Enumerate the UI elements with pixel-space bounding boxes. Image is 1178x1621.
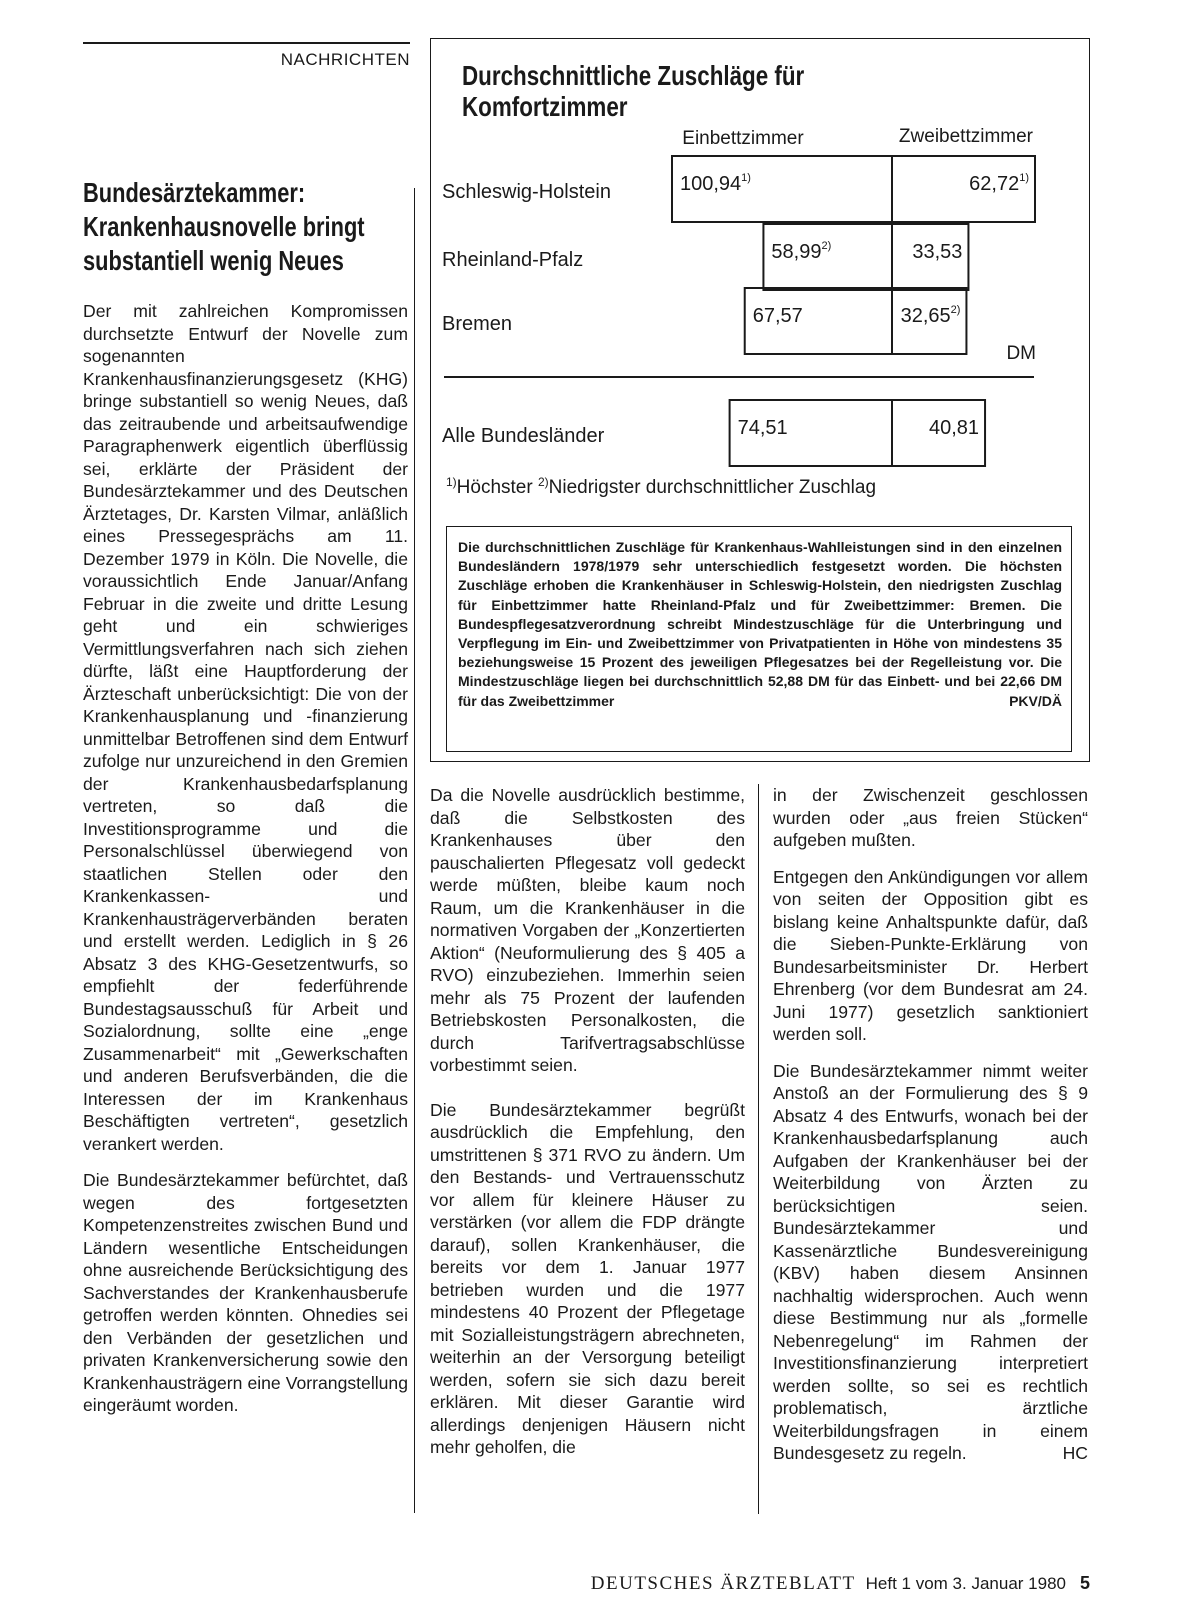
journal-name: DEUTSCHES ÄRZTEBLATT bbox=[590, 1573, 856, 1594]
legend-zweibettzimmer: Zweibettzimmer bbox=[898, 126, 1033, 147]
category-label-rheinland-pfalz: Rheinland-Pfalz bbox=[442, 249, 584, 271]
value-label-zweibett: 40,81 bbox=[928, 417, 980, 439]
page-number: 5 bbox=[1079, 1573, 1090, 1593]
legend-einbettzimmer: Einbettzimmer bbox=[682, 128, 804, 149]
chart-footnote: $^{1)}$Höchster $^{2)}$Niedrigster durchschnittlicher Zuschlag bbox=[446, 475, 877, 498]
value-label-einbett: 58,99$^{2)}$ bbox=[771, 240, 832, 263]
column-divider bbox=[758, 784, 759, 1514]
article-headline: Bundesärztekammer: Krankenhausnovelle bringt substantiell wenig Neues bbox=[83, 177, 365, 276]
right-column bbox=[773, 784, 1088, 1465]
chart-title: Durchschnittliche Zuschläge für Komfortzimmer bbox=[462, 60, 805, 122]
caption-body: Die durchschnittlichen Zuschläge für Krankenhaus-Wahlleistungen sind in den einzelnen Bundesländern 1978/1979 sehr unterschiedlich festgesetzt worden. Die höchsten Zuschläge erhoben die Krankenhäuser in Schleswig-Holstein, den niedrigsten Zuschlag für Einbettzimmer hatte Rheinland-Pfalz und für Zweibettzimmer: Bremen. Die Bundespflegesatzverordnung schreibt Mindestzuschläge für die Unterbringung und Verpflegung im Ein- und Zweibettzimmer von Privatpatienten in Höhe von mindestens 35 beziehungsweise 15 Prozent des jeweiligen Pflegesatzes bei der Regelleistung vor. Die Mindestzuschläge liegen bei durchschnittlich 52,88 DM für das Einbett- und bei 22,66 DM für das Zweibettzimmer bbox=[458, 539, 1062, 709]
paragraph: in der Zwischenzeit geschlossen wurden oder „aus freien Stücken“ aufgeben mußten. bbox=[773, 785, 1088, 850]
category-label-schleswig-holstein: Schleswig-Holstein bbox=[442, 181, 611, 203]
category-label-alle-bundesl-nder: Alle Bundesländer bbox=[442, 425, 605, 447]
top-rule bbox=[83, 42, 410, 44]
value-label-einbett: 67,57 bbox=[752, 305, 803, 327]
value-label-einbett: 74,51 bbox=[737, 417, 788, 439]
paragraph: Da die Novelle ausdrücklich bestimme, daß die Selbstkosten des Krankenhauses über den pauschalierten Pflegesatz voll gedeckt werde müßten, bleibe kaum noch Raum, um die Krankenhäuser in die normativen Vorgaben der „Konzertierten Aktion“ (Neuformulierung des § 405 a RVO) einzubeziehen. Immerhin seien mehr als 75 Prozent der laufenden Betriebskosten Personalkosten, die durch Tarifvertragsabschlüsse vorbestimmt seien. bbox=[430, 785, 745, 1075]
category-label-bremen: Bremen bbox=[442, 313, 513, 335]
paragraph: Die Bundesärztekammer begrüßt ausdrücklich die Empfehlung, den umstrittenen § 371 RVO zu ändern. Um den Bestands- und Vertrauensschutz vor allem für kleinere Häuser zu verstärken (vor allem die FDP drängte darauf), sollen Krankenhäuser, die bereits vor dem 1. Januar 1977 betrieben wurden und die 1977 mindestens 40 Prozent der Pflegetage mit Sozialleistungsträgern abrechneten, weiterhin an der Versorgung beteiligt werden, sofern sie sich dazu bereit erklären. Mit dieser Garantie wird allerdings denjenigen Häusern nicht mehr geholfen, die bbox=[430, 1099, 745, 1457]
paragraph: Der mit zahlreichen Kompromissen durchsetzte Entwurf der Novelle zum sogenannten Krankenhausfinanzierungsgesetz (KHG) bringe substantiell so wenig Neues, daß das zeitraubende und arbeitsaufwendige Paragraphenwerk eigentlich überflüssig sei, erklärte der Präsident der Bundesärztekammer und des Deutschen Ärztetages, Dr. Karsten Vilmar, anläßlich eines Pressegesprächs am 11. Dezember 1979 in Köln. Die Novelle, die voraussichtlich Ende Januar/Anfang Februar in die zweite und dritte Lesung geht und ein schwieriges Vermittlungsverfahren nach sich ziehen dürfte, läßt eine Hauptforderung der Ärzteschaft unberücksichtigt: Die von der Krankenhausplanung und -finanzierung unmittelbar Betroffenen sind dem Entwurf zufolge nur unzureichend in den Gremien der Krankenhausbedarfsplanung vertreten, so daß die Investitionsprogramme und die Personalschlüssel überwiegend von staatlichen Stellen oder den Krankenkassen- und Krankenhausträgerverbänden beraten und erstellt werden. Lediglich in § 26 Absatz 3 des KHG-Gesetzentwurfs, so empfiehlt der federführende Bundestagsausschuß für Arbeit und Sozialordnung, sollte eine „enge Zusammenarbeit“ mit „Gewerkschaften und anderen Berufsverbänden, die die Interessen der im Krankenhaus Beschäftigten vertreten“, gesetzlich verankert werden. bbox=[83, 301, 408, 1154]
paragraph-text: Die Bundesärztekammer nimmt weiter Anstoß an der Formulierung des § 9 Absatz 4 des Entwurfs, wonach bei der Krankenhausbedarfsplanung auch Aufgaben der Krankenhäuser bei der Weiterbildung von Ärzten zu berücksichtigen seien. Bundesärztekammer und Kassenärztliche Bundesvereinigung (KBV) haben diesem Ansinnen nachhaltig widersprochen. Auch wenn diese Bestimmung nur als „formelle Nebenregelung“ im Rahmen der Investitionsfinanzierung interpretiert werden sollte, so sei es rechtlich problematisch, ärztliche Weiterbildungsfragen in einem Bundesgesetz zu regeln. bbox=[773, 1060, 1088, 1463]
paragraph: Die Bundesärztekammer befürchtet, daß wegen des fortgesetzten Kompetenzenstreites zwischen Bund und Ländern wesentliche Entscheidungen ohne ausreichende Berücksichtigung des Sachverstandes der Krankenhausberufe getroffen werden könnten. Ohnedies sei den Verbänden der gesetzlichen und privaten Krankenversicherung sowie den Krankenhausträgern eine Vorrangstellung eingeräumt worden. bbox=[83, 1170, 408, 1415]
paragraph: Entgegen den Ankündigungen vor allem von seiten der Opposition gibt es bislang keine Anhaltspunkte dafür, daß die Sieben-Punkte-Erklärung von Bundesarbeitsminister Dr. Herbert Ehrenberg (vor dem Bundesrat am 24. Juni 1977) gesetzlich sanktioniert werden soll. bbox=[773, 866, 1088, 1044]
unit-label: DM bbox=[1006, 343, 1036, 364]
section-label: NACHRICHTEN bbox=[280, 50, 410, 69]
value-label-zweibett: 62,72$^{1)}$ bbox=[969, 172, 1029, 195]
middle-column bbox=[430, 784, 745, 1459]
issue-info: Heft 1 vom 3. Januar 1980 bbox=[865, 1574, 1066, 1593]
author-signature: HC bbox=[1062, 1443, 1088, 1463]
value-label-zweibett: 33,53 bbox=[912, 241, 963, 263]
column-divider bbox=[414, 188, 415, 1513]
paragraph bbox=[773, 1060, 1088, 1465]
chart bbox=[430, 120, 1090, 510]
left-column bbox=[83, 300, 408, 1417]
value-label-zweibett: 32,65$^{2)}$ bbox=[900, 304, 961, 327]
chart-caption bbox=[458, 538, 1062, 711]
caption-source: PKV/DÄ bbox=[1009, 692, 1062, 709]
page-footer bbox=[500, 1573, 1090, 1595]
value-label-einbett: 100,94$^{1)}$ bbox=[680, 172, 751, 195]
